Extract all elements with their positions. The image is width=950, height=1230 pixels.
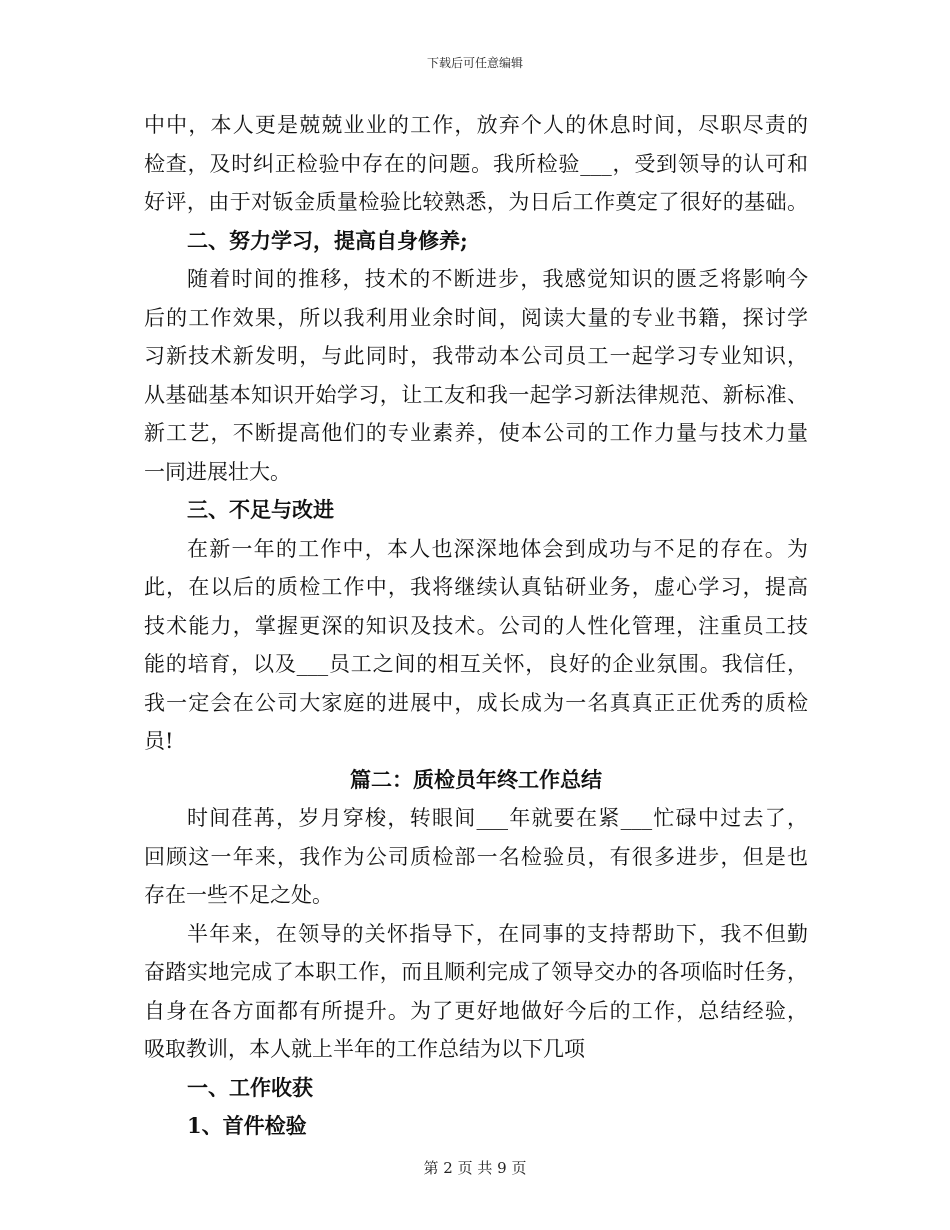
- body-line: 回顾这一年来，我作为公司质检部一名检验员，有很多进步，但是也: [144, 844, 808, 869]
- body-line: 一同进展壮大。: [144, 459, 291, 484]
- body-line: 后的工作效果，所以我利用业余时间，阅读大量的专业书籍，探讨学: [144, 305, 808, 330]
- paragraph-first-line: 在新一年的工作中，本人也深深地体会到成功与不足的存在。为: [187, 536, 808, 561]
- body-line: 从基础基本知识开始学习，让工友和我一起学习新法律规范、新标准、: [144, 382, 808, 407]
- body-line: 能的培育，以及___员工之间的相互关怀，良好的企业氛围。我信任，: [144, 652, 808, 676]
- body-line: 吸取教训，本人就上半年的工作总结为以下几项: [144, 1037, 585, 1061]
- body-line: 检查，及时纠正检验中存在的问题。我所检验___，受到领导的认可和: [144, 151, 808, 176]
- page-footer: 第 2 页 共 9 页: [423, 1159, 527, 1177]
- body-line: 习新技术新发明，与此同时，我带动本公司员工一起学习专业知识，: [144, 344, 808, 368]
- body-line: 新工艺，不断提高他们的专业素养，使本公司的工作力量与技术力量: [144, 421, 808, 445]
- document-body: [144, 106, 808, 1146]
- paragraph-first-line: 时间荏苒，岁月穿梭，转眼间___年就要在紧___忙碌中过去了，: [187, 806, 808, 830]
- subsection-heading: 1、首件检验: [187, 1113, 307, 1138]
- body-line: 自身在各方面都有所提升。为了更好地做好今后的工作，总结经验，: [144, 998, 808, 1023]
- section-heading: 二、努力学习，提高自身修养;: [187, 227, 468, 253]
- page-header: 下载后可任意编辑: [426, 56, 523, 70]
- section-heading: 一、工作收获: [187, 1074, 313, 1100]
- body-line: 存在一些不足之处。: [144, 883, 333, 907]
- body-line: 此，在以后的质检工作中，我将继续认真钻研业务，虚心学习，提高: [144, 575, 808, 599]
- body-line: 员!: [144, 729, 174, 753]
- body-line: 好评，由于对钣金质量检验比较熟悉，为日后工作奠定了很好的基础。: [144, 190, 808, 214]
- paragraph-first-line: 半年来，在领导的关怀指导下，在同事的支持帮助下，我不但勤: [187, 921, 808, 946]
- section-heading: 三、不足与改进: [187, 497, 334, 522]
- body-line: 技术能力，掌握更深的知识及技术。公司的人性化管理，注重员工技: [144, 613, 808, 638]
- article-title: 篇二：质检员年终工作总结: [350, 766, 602, 792]
- body-line: 我一定会在公司大家庭的进展中，成长成为一名真真正正优秀的质检: [144, 690, 808, 715]
- paragraph-first-line: 随着时间的推移，技术的不断进步，我感觉知识的匮乏将影响今: [187, 267, 808, 291]
- body-line: 奋踏实地完成了本职工作，而且顺利完成了领导交办的各项临时任务，: [144, 960, 808, 984]
- body-line: 中中，本人更是兢兢业业的工作，放弃个人的休息时间，尽职尽责的: [144, 113, 808, 137]
